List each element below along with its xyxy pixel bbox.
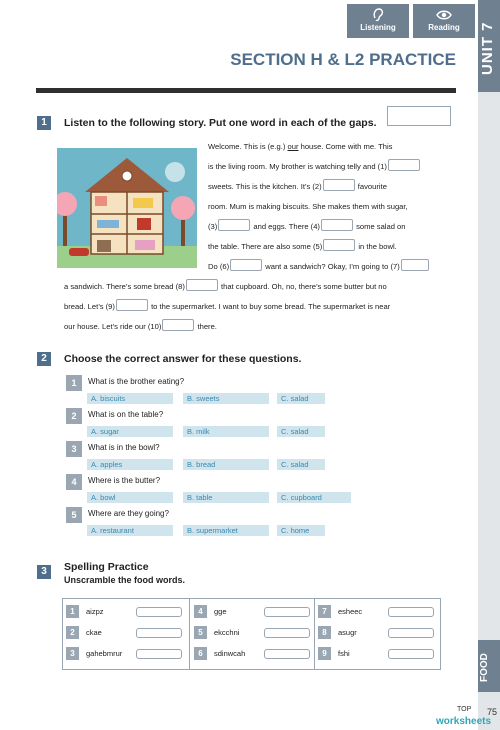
story-line-3: sweets. This is the kitchen. It’s (2) favourite [208, 177, 387, 197]
food-label: FOOD [479, 653, 490, 683]
question-number: 2 [66, 408, 82, 424]
answer-field[interactable] [264, 628, 310, 638]
answer-field[interactable] [136, 649, 182, 659]
gap-4[interactable] [321, 219, 353, 231]
section-number: 1 [37, 116, 51, 130]
grid-divider [189, 599, 190, 669]
answer-field[interactable] [388, 607, 434, 617]
answer-field[interactable] [264, 607, 310, 617]
tab-label: Reading [428, 23, 460, 32]
question-number: 5 [66, 507, 82, 523]
gap-2[interactable] [323, 179, 355, 191]
answer-option[interactable]: A. biscuits [87, 393, 173, 404]
scrambled-word: ckae [86, 628, 102, 637]
eye-icon [436, 8, 452, 22]
tab-reading[interactable] [413, 4, 475, 38]
story-line-2: is the living room. My brother is watching telly and (1) [208, 157, 421, 177]
answer-option[interactable]: B. milk [183, 426, 269, 437]
section2-instruction: Choose the correct answer for these questions. [64, 353, 302, 365]
scrambled-word: gge [214, 607, 227, 616]
question-text: Where is the butter? [88, 476, 161, 485]
unit-label: UNIT 7 [479, 21, 496, 75]
gap-3[interactable] [218, 219, 250, 231]
word-number: 7 [318, 605, 331, 618]
scrambled-word: ekcchni [214, 628, 240, 637]
word-number: 5 [194, 626, 207, 639]
answer-option[interactable]: B. bread [183, 459, 269, 470]
gap-8[interactable] [186, 279, 218, 291]
tab-label: Listening [360, 23, 396, 32]
scrambled-word: aizpz [86, 607, 104, 616]
answer-field[interactable] [136, 628, 182, 638]
word-number: 2 [66, 626, 79, 639]
section-number: 3 [37, 565, 51, 579]
grid-divider [314, 599, 315, 669]
word-number: 8 [318, 626, 331, 639]
answer-field[interactable] [388, 628, 434, 638]
gap-7[interactable] [401, 259, 429, 271]
scrambled-word: gahebmrur [86, 649, 123, 658]
spelling-grid [62, 598, 441, 670]
question-number: 4 [66, 474, 82, 490]
answer-option[interactable]: C. salad [277, 459, 325, 470]
section3-instruction: Unscramble the food words. [64, 575, 186, 585]
score-box[interactable] [387, 106, 451, 126]
question-number: 3 [66, 441, 82, 457]
brand-label: TOP [457, 706, 472, 713]
answer-option[interactable]: B. supermarket [183, 525, 269, 536]
gap-10[interactable] [162, 319, 194, 331]
scrambled-word: sdinwcah [214, 649, 246, 658]
watermark: worksheets [436, 716, 492, 727]
question-text: What is in the bowl? [88, 443, 160, 452]
tab-listening[interactable] [347, 4, 409, 38]
story-line-7: Do (6) want a sandwich? Okay, I’m going to (7) [208, 257, 430, 277]
story-line-1: Welcome. This is (e.g.) our house. Come with me. This [208, 142, 393, 151]
question-text: What is on the table? [88, 410, 164, 419]
answer-option[interactable]: A. apples [87, 459, 173, 470]
page-number: 75 [486, 707, 497, 717]
section-number: 2 [37, 352, 51, 366]
answer-field[interactable] [388, 649, 434, 659]
story-line-10: our house. Let’s ride our (10) there. [64, 317, 217, 337]
gap-9[interactable] [116, 299, 148, 311]
answer-option[interactable]: A. sugar [87, 426, 173, 437]
answer-option[interactable]: A. bowl [87, 492, 173, 503]
answer-option[interactable]: A. restaurant [87, 525, 173, 536]
story-line-8: a sandwich. There’s some bread (8) that cupboard. Oh, no, there’s some butter but no [64, 277, 387, 297]
story-line-4: room. Mum is making biscuits. She makes them with sugar, [208, 202, 408, 211]
answer-option[interactable]: C. salad [277, 393, 325, 404]
question-number: 1 [66, 375, 82, 391]
gap-1[interactable] [388, 159, 420, 171]
story-line-9: bread. Let’s (9) to the supermarket. I want to buy some bread. The supermarket is near [64, 297, 390, 317]
word-number: 3 [66, 647, 79, 660]
section3-title: Spelling Practice [64, 561, 149, 573]
side-strip [478, 0, 500, 730]
answer-field[interactable] [264, 649, 310, 659]
answer-option[interactable]: C. salad [277, 426, 325, 437]
answer-option[interactable]: C. home [277, 525, 325, 536]
scrambled-word: fshi [338, 649, 350, 658]
gap-5[interactable] [323, 239, 355, 251]
answer-field[interactable] [136, 607, 182, 617]
answer-option[interactable]: B. table [183, 492, 269, 503]
scrambled-word: asugr [338, 628, 357, 637]
ear-icon [370, 8, 386, 22]
house-illustration [57, 148, 197, 268]
story-line-5: (3) and eggs. There (4) some salad on [208, 217, 405, 237]
word-number: 9 [318, 647, 331, 660]
word-number: 1 [66, 605, 79, 618]
page-title: SECTION H & L2 PRACTICE [230, 50, 456, 69]
scrambled-word: esheec [338, 607, 363, 616]
section1-instruction: Listen to the following story. Put one word in each of the gaps. [64, 117, 377, 129]
story-line-6: the table. There are also some (5) in the bowl. [208, 237, 397, 257]
question-text: Where are they going? [88, 509, 169, 518]
answer-option[interactable]: C. cupboard [277, 492, 351, 503]
answer-option[interactable]: B. sweets [183, 393, 269, 404]
gap-6[interactable] [230, 259, 262, 271]
word-number: 4 [194, 605, 207, 618]
word-number: 6 [194, 647, 207, 660]
question-text: What is the brother eating? [88, 377, 185, 386]
divider [36, 88, 456, 93]
